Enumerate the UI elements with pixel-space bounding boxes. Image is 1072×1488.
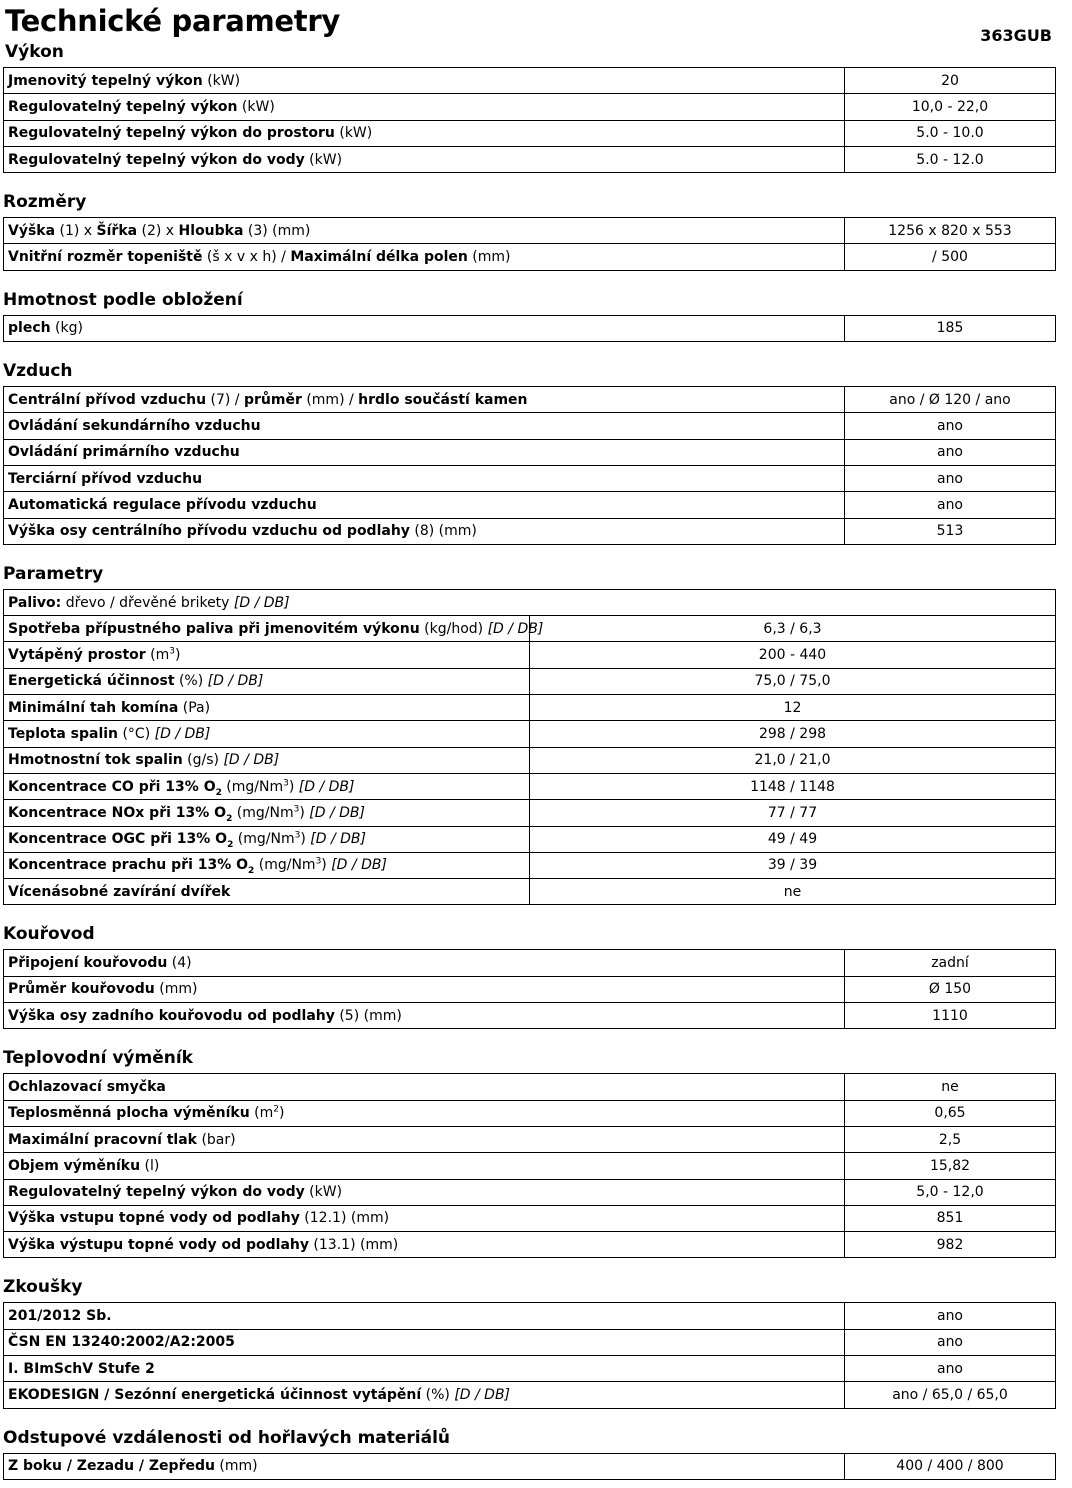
- parameter-value: 1256 x 820 x 553: [845, 218, 1056, 244]
- table-row: [4, 852, 1056, 878]
- label-part: 2: [227, 839, 234, 850]
- label-part: (š x v x h) /: [202, 249, 291, 266]
- label-part: [D / DB]: [233, 594, 290, 611]
- parameter-label: [4, 721, 530, 747]
- label-part: (kg/hod): [419, 620, 488, 637]
- page-title: Technické parametry: [5, 4, 340, 38]
- parameter-label: [4, 518, 845, 544]
- table-row: [4, 387, 1056, 413]
- label-part: Průměr kouřovodu: [8, 981, 155, 998]
- parameter-value: 400 / 400 / 800: [845, 1453, 1056, 1479]
- label-part: (Pa): [178, 699, 211, 716]
- parameter-label: [4, 1232, 845, 1258]
- label-part: Ovládání primárního vzduchu: [8, 444, 240, 461]
- parameter-value: ano: [845, 413, 1056, 439]
- label-part: Vytápěný prostor: [8, 647, 146, 664]
- label-part: Terciární přívod vzduchu: [8, 470, 203, 487]
- parameter-value: 298 / 298: [530, 721, 1056, 747]
- label-part: [D / DB]: [154, 725, 211, 742]
- parameter-value: 15,82: [845, 1153, 1056, 1179]
- parameter-table: [3, 315, 1056, 342]
- table-row: [4, 1329, 1056, 1355]
- label-part: (l): [140, 1157, 160, 1174]
- label-part: Hloubka: [178, 222, 244, 239]
- table-row: [4, 1453, 1056, 1479]
- parameter-value: 49 / 49: [530, 826, 1056, 852]
- label-part: Maximální pracovní tlak: [8, 1131, 197, 1148]
- parameter-label: [4, 120, 845, 146]
- parameter-label: [4, 439, 845, 465]
- label-part: 3: [293, 804, 300, 815]
- label-part: (mm): [214, 1458, 258, 1475]
- label-part: Výška výstupu topné vody od podlahy: [8, 1236, 309, 1253]
- label-part: (g/s): [182, 752, 224, 769]
- parameter-value: 20: [845, 68, 1056, 94]
- parameter-table: [3, 1302, 1056, 1408]
- label-part: 2: [215, 787, 222, 798]
- label-part: (kW): [237, 98, 275, 115]
- section-title: Vzduch: [3, 361, 73, 382]
- label-part: [D / DB]: [454, 1386, 511, 1403]
- label-part: EKODESIGN / Sezónní energetická účinnost vytápění: [8, 1386, 422, 1403]
- parameter-value: 1110: [845, 1003, 1056, 1029]
- label-part: Výška: [8, 222, 56, 239]
- parameter-label: [4, 1003, 845, 1029]
- label-part: Maximální délka polen: [290, 249, 468, 266]
- parameter-label: [4, 589, 1056, 615]
- table-row: [4, 218, 1056, 244]
- label-part: Koncentrace prachu při 13% O: [8, 857, 249, 874]
- label-part: Objem výměníku: [8, 1157, 141, 1174]
- label-part: (°C): [118, 725, 155, 742]
- parameter-table: [3, 949, 1056, 1029]
- parameter-value: ne: [530, 879, 1056, 905]
- label-part: Teplosměnná plocha výměníku: [8, 1105, 250, 1122]
- label-part: 3: [283, 777, 289, 788]
- parameter-label: [4, 1355, 845, 1381]
- parameter-value: ano: [845, 1303, 1056, 1329]
- table-row: [4, 68, 1056, 94]
- label-part: Z boku / Zezadu / Zepředu: [8, 1458, 215, 1475]
- label-part: 3: [315, 856, 322, 867]
- table-row: [4, 1074, 1056, 1100]
- parameter-label: [4, 244, 845, 270]
- label-part: ): [300, 831, 311, 848]
- label-part: Vnitřní rozměr topeniště: [8, 249, 203, 266]
- parameter-label: [4, 146, 845, 172]
- label-part: (%): [421, 1386, 455, 1403]
- table-row: [4, 315, 1056, 341]
- parameter-table: [3, 1453, 1056, 1480]
- parameter-value: ano: [845, 439, 1056, 465]
- parameter-value: 6,3 / 6,3: [530, 616, 1056, 642]
- parameter-label: [4, 976, 845, 1002]
- table-row: [4, 146, 1056, 172]
- label-part: (mm) /: [301, 391, 359, 408]
- label-part: (8) (mm): [409, 523, 477, 540]
- label-part: (%): [174, 673, 208, 690]
- label-part: ): [174, 647, 181, 664]
- table-row: [4, 747, 1056, 773]
- label-part: (mg/Nm: [221, 778, 284, 795]
- label-part: (2) x: [137, 222, 179, 239]
- parameter-label: [4, 1153, 845, 1179]
- section-title: Rozměry: [3, 192, 87, 213]
- table-row: [4, 465, 1056, 491]
- label-part: (1) x: [55, 222, 97, 239]
- parameter-value: 10,0 - 22,0: [845, 94, 1056, 120]
- model-code: 363GUB: [980, 26, 1052, 45]
- parameter-table: [3, 589, 1056, 906]
- label-part: (m: [249, 1105, 274, 1122]
- section-title: Výkon: [5, 42, 64, 62]
- section-title: Teplovodní výměník: [3, 1048, 193, 1069]
- parameter-label: [4, 413, 845, 439]
- table-row: [4, 120, 1056, 146]
- label-part: Jmenovitý tepelný výkon: [8, 72, 203, 89]
- label-part: (mm): [154, 981, 198, 998]
- label-part: (12.1) (mm): [299, 1210, 390, 1227]
- table-row: [4, 668, 1056, 694]
- parameter-label: [4, 1453, 845, 1479]
- section-title: Zkoušky: [3, 1277, 83, 1298]
- parameter-value: ano: [845, 465, 1056, 491]
- label-part: ): [279, 1105, 285, 1122]
- label-part: (bar): [197, 1131, 236, 1148]
- table-row: [4, 1153, 1056, 1179]
- label-part: Automatická regulace přívodu vzduchu: [8, 496, 317, 513]
- label-part: Šířka: [96, 222, 138, 239]
- label-part: průměr: [243, 391, 302, 408]
- label-part: Koncentrace NOx při 13% O: [8, 804, 227, 821]
- label-part: ČSN EN 13240:2002/A2:2005: [8, 1334, 235, 1351]
- label-part: 3: [294, 830, 301, 841]
- label-part: I. BImSchV Stufe 2: [8, 1360, 155, 1377]
- label-part: (mg/Nm: [233, 831, 295, 848]
- label-part: [D / DB]: [298, 778, 355, 795]
- parameter-label: [4, 1074, 845, 1100]
- table-row: [4, 721, 1056, 747]
- parameter-label: [4, 695, 530, 721]
- label-part: Hmotnostní tok spalin: [8, 752, 183, 769]
- label-part: Výška osy centrálního přívodu vzduchu od podlahy: [8, 523, 410, 540]
- section-title: Odstupové vzdálenosti od hořlavých materiálů: [3, 1427, 451, 1448]
- table-row: [4, 879, 1056, 905]
- parameter-label: [4, 747, 530, 773]
- parameter-value: 5.0 - 12.0: [845, 146, 1056, 172]
- label-part: 201/2012 Sb.: [8, 1308, 112, 1325]
- parameter-label: [4, 218, 845, 244]
- parameter-label: [4, 773, 530, 799]
- parameter-value: 12: [530, 695, 1056, 721]
- label-part: 2: [226, 813, 233, 824]
- table-row: [4, 1179, 1056, 1205]
- label-part: 2: [248, 866, 255, 877]
- label-part: (4): [167, 955, 192, 972]
- section-title: Parametry: [3, 563, 104, 584]
- parameter-value: 1148 / 1148: [530, 773, 1056, 799]
- label-part: [D / DB]: [487, 620, 544, 637]
- table-row: [4, 950, 1056, 976]
- label-part: [D / DB]: [207, 673, 264, 690]
- parameter-table: [3, 1073, 1056, 1258]
- parameter-value: 0,65: [845, 1100, 1056, 1126]
- table-row: [4, 94, 1056, 120]
- label-part: (kW): [304, 151, 343, 168]
- label-part: Teplota spalin: [8, 725, 119, 742]
- parameter-label: [4, 852, 530, 878]
- parameter-value: 200 - 440: [530, 642, 1056, 668]
- label-part: Minimální tah komína: [8, 699, 179, 716]
- parameter-value: 75,0 / 75,0: [530, 668, 1056, 694]
- parameter-value: 39 / 39: [530, 852, 1056, 878]
- label-part: [D / DB]: [309, 804, 365, 821]
- parameter-value: ano: [845, 1355, 1056, 1381]
- parameter-table: [3, 386, 1056, 545]
- label-part: dřevo / dřevěné brikety: [61, 594, 234, 611]
- parameter-value: 982: [845, 1232, 1056, 1258]
- label-part: Koncentrace OGC při 13% O: [8, 831, 228, 848]
- table-row: [4, 1205, 1056, 1231]
- table-row: [4, 800, 1056, 826]
- label-part: Regulovatelný tepelný výkon do prostoru: [8, 125, 335, 142]
- parameter-label: [4, 387, 845, 413]
- label-part: [D / DB]: [223, 752, 280, 769]
- label-part: Centrální přívod vzduchu: [8, 391, 207, 408]
- parameter-value: 513: [845, 518, 1056, 544]
- parameter-value: 21,0 / 21,0: [530, 747, 1056, 773]
- parameter-table: [3, 67, 1056, 173]
- parameter-label: [4, 1303, 845, 1329]
- label-part: plech: [8, 320, 51, 337]
- label-part: (kW): [304, 1184, 343, 1201]
- parameter-value: zadní: [845, 950, 1056, 976]
- parameter-label: [4, 950, 845, 976]
- label-part: ): [299, 804, 310, 821]
- label-part: Palivo:: [8, 594, 62, 611]
- parameter-label: [4, 68, 845, 94]
- label-part: (mg/Nm: [232, 804, 294, 821]
- parameter-value: ano / Ø 120 / ano: [845, 387, 1056, 413]
- parameter-label: [4, 668, 530, 694]
- label-part: Energetická účinnost: [8, 673, 175, 690]
- label-part: (7) /: [206, 391, 244, 408]
- label-part: Ovládání sekundárního vzduchu: [8, 418, 261, 435]
- parameter-label: [4, 492, 845, 518]
- table-row: [4, 1126, 1056, 1152]
- label-part: (5) (mm): [334, 1007, 402, 1024]
- table-row: [4, 589, 1056, 615]
- label-part: (mm): [467, 249, 511, 266]
- table-row: [4, 642, 1056, 668]
- parameter-table: [3, 217, 1056, 271]
- label-part: (3) (mm): [243, 222, 311, 239]
- parameter-value: 2,5: [845, 1126, 1056, 1152]
- label-part: Vícenásobné zavírání dvířek: [8, 883, 231, 900]
- parameter-value: ano: [845, 492, 1056, 518]
- table-row: [4, 244, 1056, 270]
- parameter-label: [4, 879, 530, 905]
- table-row: [4, 1355, 1056, 1381]
- parameter-label: [4, 616, 544, 642]
- parameter-value: ne: [845, 1074, 1056, 1100]
- table-row: [4, 826, 1056, 852]
- parameter-value: ano: [845, 1329, 1056, 1355]
- label-part: hrdlo součástí kamen: [358, 391, 528, 408]
- parameter-value: 5.0 - 10.0: [845, 120, 1056, 146]
- parameter-label: [4, 94, 845, 120]
- label-part: ): [288, 778, 299, 795]
- parameter-label: [4, 1126, 845, 1152]
- label-part: (mg/Nm: [254, 857, 316, 874]
- parameter-label: [4, 642, 530, 668]
- table-row: [4, 492, 1056, 518]
- parameter-value: 185: [845, 315, 1056, 341]
- table-row: [4, 1100, 1056, 1126]
- parameter-value: ano / 65,0 / 65,0: [845, 1382, 1056, 1408]
- parameter-value: 851: [845, 1205, 1056, 1231]
- parameter-value: / 500: [845, 244, 1056, 270]
- label-part: Koncentrace CO při 13% O: [8, 778, 216, 795]
- label-part: 2: [273, 1104, 279, 1115]
- label-part: (m: [145, 647, 170, 664]
- label-part: Výška vstupu topné vody od podlahy: [8, 1210, 300, 1227]
- section-title: Hmotnost podle obložení: [3, 289, 243, 310]
- table-row: [4, 695, 1056, 721]
- label-part: (kW): [202, 72, 241, 89]
- label-part: Ochlazovací smyčka: [8, 1078, 166, 1095]
- section-title: Kouřovod: [3, 924, 95, 945]
- label-part: [D / DB]: [310, 831, 366, 848]
- table-row: [4, 518, 1056, 544]
- parameter-label: [4, 800, 530, 826]
- parameter-label: [4, 1382, 845, 1408]
- label-part: Regulovatelný tepelný výkon do vody: [8, 1184, 305, 1201]
- parameter-sections: [3, 41, 1056, 1480]
- parameter-label: [4, 1100, 845, 1126]
- table-row: [4, 976, 1056, 1002]
- label-part: (13.1) (mm): [308, 1236, 399, 1253]
- label-part: Spotřeba přípustného paliva při jmenovitém výkonu: [8, 620, 420, 637]
- label-part: Připojení kouřovodu: [8, 955, 168, 972]
- parameter-label: [4, 1329, 845, 1355]
- parameter-label: [4, 1205, 845, 1231]
- label-part: [D / DB]: [331, 857, 387, 874]
- label-part: Regulovatelný tepelný výkon do vody: [8, 151, 305, 168]
- label-part: (kW): [334, 125, 373, 142]
- label-part: Regulovatelný tepelný výkon: [8, 98, 238, 115]
- parameter-label: [4, 315, 845, 341]
- label-part: Výška osy zadního kouřovodu od podlahy: [8, 1007, 335, 1024]
- parameter-label: [4, 826, 530, 852]
- table-row: [4, 1232, 1056, 1258]
- table-row: [4, 616, 1056, 642]
- parameter-label: [4, 465, 845, 491]
- label-part: 3: [169, 646, 175, 657]
- parameter-value: 5,0 - 12,0: [845, 1179, 1056, 1205]
- table-row: [4, 439, 1056, 465]
- label-part: (kg): [50, 320, 83, 337]
- parameter-label: [4, 1179, 845, 1205]
- label-part: ): [321, 857, 332, 874]
- table-row: [4, 1303, 1056, 1329]
- table-row: [4, 773, 1056, 799]
- table-row: [4, 1003, 1056, 1029]
- parameter-value: 77 / 77: [530, 800, 1056, 826]
- parameter-value: Ø 150: [845, 976, 1056, 1002]
- table-row: [4, 413, 1056, 439]
- table-row: [4, 1382, 1056, 1408]
